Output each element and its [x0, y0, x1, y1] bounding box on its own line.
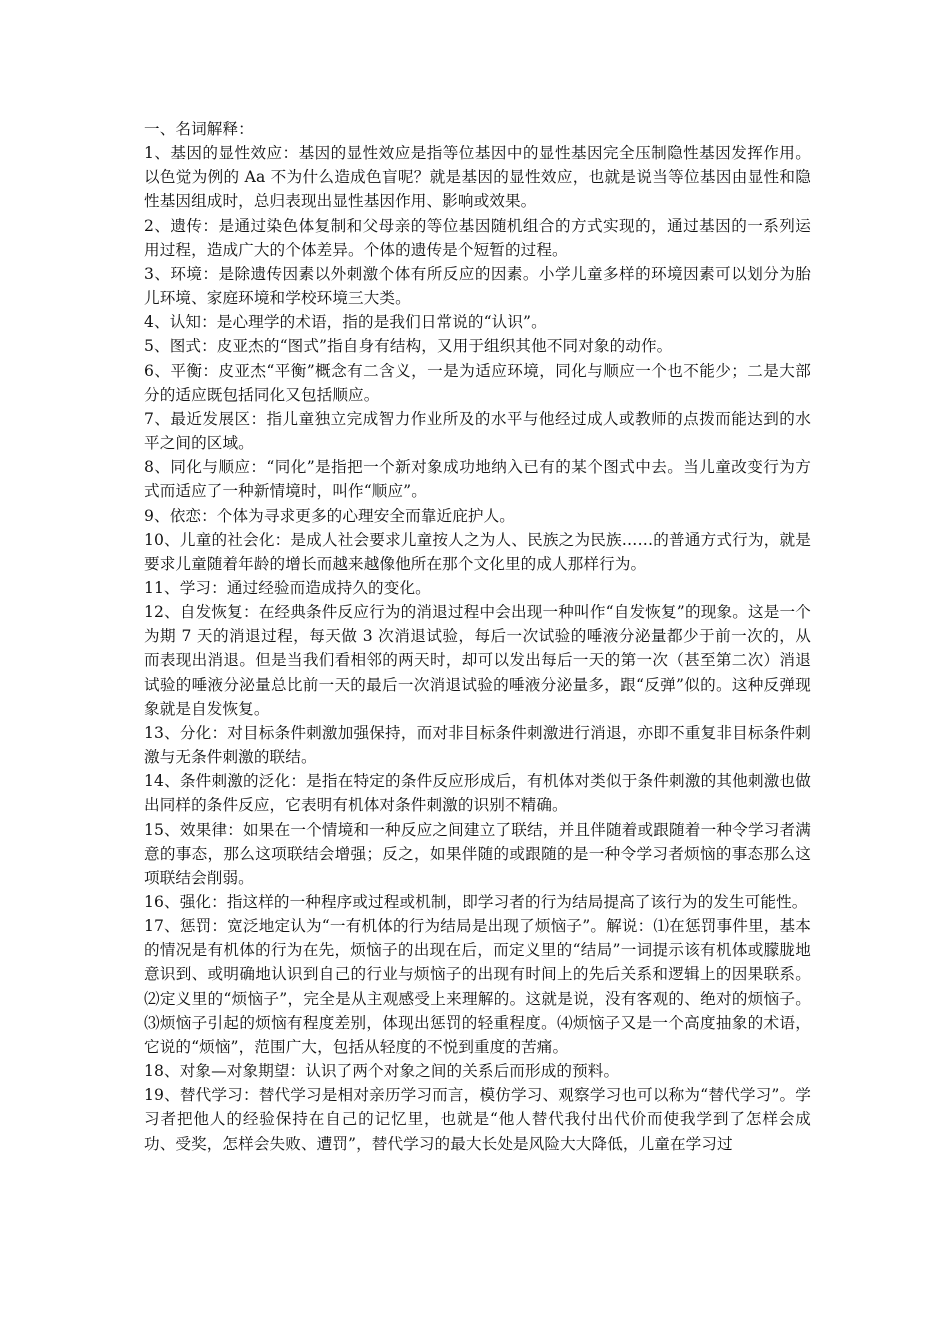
definition-paragraph-3: 3、环境：是除遗传因素以外刺激个体有所反应的因素。小学儿童多样的环境因素可以划分为胎儿环境、家庭环境和学校环境三大类。 [144, 264, 811, 308]
definition-paragraph-14: 14、条件刺激的泛化：是指在特定的条件反应形成后，有机体对类似于条件刺激的其他刺激也做出同样的条件反应，它表明有机体对条件刺激的识别不精确。 [144, 772, 811, 815]
definition-paragraph-6: 6、平衡：皮亚杰“平衡”概念有二含义，一是为适应环境，同化与顺应一个也不能少；二是大部分的适应既包括同化又包括顺应。 [144, 361, 811, 404]
definition-paragraph-8: 8、同化与顺应：“同化”是指把一个新对象成功地纳入已有的某个图式中去。当儿童改变行为方式而适应了一种新情境时，叫作“顺应”。 [144, 458, 811, 501]
definition-paragraph-10: 10、儿童的社会化：是成人社会要求儿童按人之为人、民族之为民族……的普通方式行为，就是要求儿童随着年龄的增长而越来越像他所在那个文化里的成人那样行为。 [144, 530, 811, 573]
definition-paragraph-9: 9、依恋：个体为寻求更多的心理安全而靠近庇护人。 [144, 506, 515, 525]
definition-paragraph-11: 11、学习：通过经验而造成持久的变化。 [144, 578, 431, 597]
definition-paragraph-17: 17、惩罚：宽泛地定认为“一有机体的行为结局是出现了烦恼子”。解说：⑴在惩罚事件里，基本的情况是有机体的行为在先，烦恼子的出现在后，而定义里的“结局”一词提示该有机体或朦胧地意识到、或明确地认识到自己的行业与烦恼子的出现有时间上的先后关系和逻辑上的因果联系。⑵定义里的“烦恼子”，完全是从主观感受上来理解的。这就是说，没有客观的、绝对的烦恼子。⑶烦恼子引起的烦恼有程度差别，体现出惩罚的轻重程度。⑷烦恼子又是一个高度抽象的术语，它说的“烦恼”，范围广大，包括从轻度的不悦到重度的苦痛。 [144, 917, 811, 1056]
definition-paragraph-1: 1、基因的显性效应：基因的显性效应是指等位基因中的显性基因完全压制隐性基因发挥作用。以色觉为例的 Aa 不为什么造成色盲呢？就是基因的显性效应，也就是说当等位基因由显性和隐性基因组成时，总归表现出显性基因作用、影响或效果。 [144, 144, 811, 211]
definition-paragraph-12: 12、自发恢复：在经典条件反应行为的消退过程中会出现一种叫作“自发恢复”的现象。这是一个为期 7 天的消退过程，每天做 3 次消退试验，每后一次试验的唾液分泌量都少于前一次的，从而表现出消退。但是当我们看相邻的两天时，却可以发出每后一天的第一次（甚至第二次）消退试验的唾液分泌量总比前一天的最后一次消退试验的唾液分泌量多，跟“反弹”似的。这种反弹现象就是自发恢复。 [144, 603, 811, 718]
definition-paragraph-4: 4、认知：是心理学的术语，指的是我们日常说的“认识”。 [144, 313, 547, 332]
definition-paragraph-2: 2、遗传：是通过染色体复制和父母亲的等位基因随机组合的方式实现的，通过基因的一系列运用过程，造成广大的个体差异。个体的遗传是个短暂的过程。 [144, 216, 811, 259]
definition-paragraph-19: 19、替代学习：替代学习是相对亲历学习而言，模仿学习、观察学习也可以称为“替代学习”。学习者把他人的经验保持在自己的记忆里，也就是“他人替代我付出代价而使我学到了怎样会成功、受奖，怎样会失败、遭罚”，替代学习的最大长处是风险大大降低，儿童在学习过 [144, 1086, 811, 1153]
definition-paragraph-16: 16、强化：指这样的一种程序或过程或机制，即学习者的行为结局提高了该行为的发生可能性。 [144, 893, 808, 911]
section-heading: 一、名词解释： [144, 120, 254, 138]
definition-paragraph-5: 5、图式：皮亚杰的“图式”指自身有结构，又用于组织其他不同对象的动作。 [144, 337, 673, 356]
definition-paragraph-18: 18、对象—对象期望：认识了两个对象之间的关系后而形成的预料。 [144, 1062, 620, 1081]
definition-paragraph-13: 13、分化：对目标条件刺激加强保持，而对非目标条件刺激进行消退，亦即不重复非目标条件刺激与无条件刺激的联结。 [144, 723, 811, 767]
definition-paragraph-15: 15、效果律：如果在一个情境和一种反应之间建立了联结，并且伴随着或跟随着一种令学习者满意的事态，那么这项联结会增强；反之，如果伴随的或跟随的是一种令学习者烦恼的事态那么这项联结会削弱。 [144, 820, 811, 887]
definition-paragraph-7: 7、最近发展区：指儿童独立完成智力作业所及的水平与他经过成人或教师的点拨而能达到的水平之间的区域。 [144, 409, 811, 453]
document-body [144, 117, 811, 1156]
